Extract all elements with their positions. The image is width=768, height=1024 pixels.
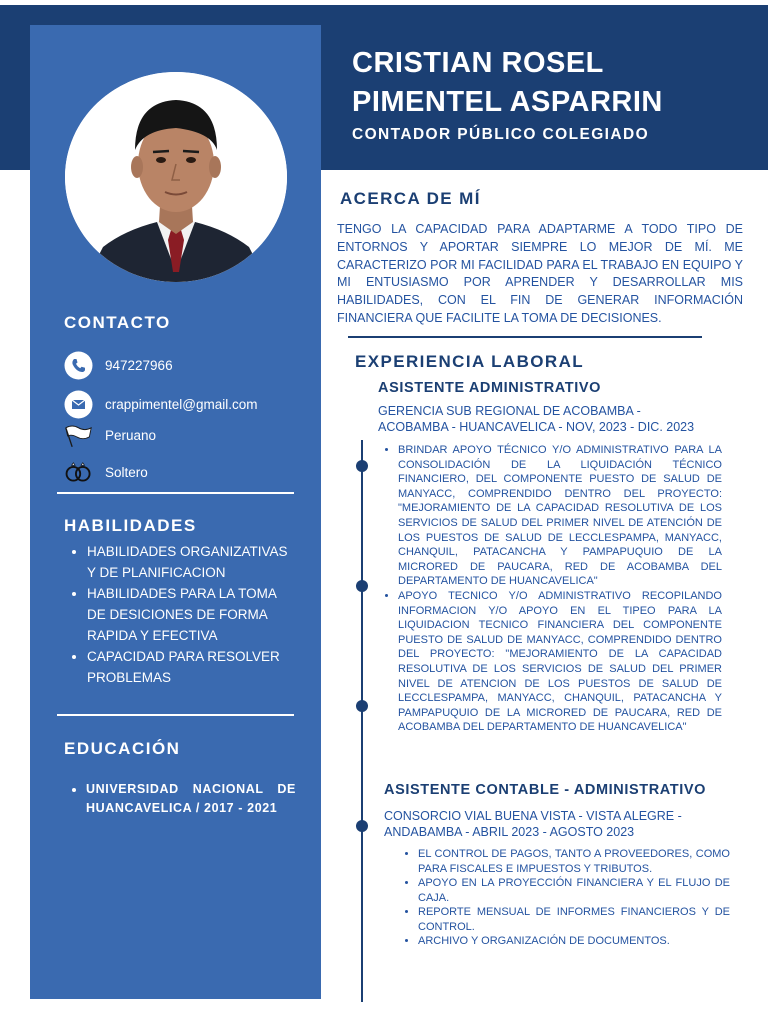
timeline-dot (356, 820, 368, 832)
about-divider (348, 336, 702, 338)
job-duty: • APOYO EN LA PROYECCIÓN FINANCIERA Y EL FLUJO DE CAJA. (418, 876, 730, 905)
job-duties-list (398, 847, 730, 949)
contact-email (64, 390, 258, 418)
job-title: ASISTENTE ADMINISTRATIVO (378, 380, 602, 396)
job-organization (378, 403, 694, 435)
profile-photo (65, 72, 287, 282)
name-line-1: CRISTIAN ROSEL (352, 47, 604, 79)
education-item: • UNIVERSIDAD NACIONAL DE HUANCAVELICA / 2017 - 2021 (86, 780, 296, 818)
job-title: ASISTENTE CONTABLE - ADMINISTRATIVO (384, 782, 707, 798)
flag-icon (64, 421, 93, 450)
timeline-line (361, 440, 363, 1002)
phone-icon (64, 351, 93, 380)
skill-item: • CAPACIDAD PARA RESOLVER PROBLEMAS (87, 646, 297, 688)
skill-item: • HABILIDADES ORGANIZATIVAS Y DE PLANIFICACION (87, 541, 297, 583)
contact-phone-value[interactable]: 947227966 (105, 357, 173, 373)
contact-civil-status-value: Soltero (105, 464, 148, 480)
job-organization-line: ACOBAMBA - HUANCAVELICA - NOV, 2023 - DIC. 2023 (378, 420, 695, 434)
candidate-name (352, 44, 663, 122)
skills-list (64, 541, 297, 688)
email-icon (64, 390, 93, 419)
contact-phone (64, 351, 173, 379)
timeline-dot (356, 700, 368, 712)
job-duty: • APOYO TECNICO Y/O ADMINISTRATIVO RECOPILANDO INFORMACION Y/O APOYO EN EL TIPEO PARA LA LIQUIDACION TECNICO FINANCIERA DEL COMPONENTE PUESTO DE SALUD DE MANYACC, COMPRENDIDO DENTRO DEL PROYECTO: "MEJORAMIENTO DE LA CAPACIDAD RESOLUTIVA DE LOS SERVICIOS DE SALUD DEL PRIMER NIVEL DE ATENCION DE LOS PUESTOS DE SALUD DE LECCLESPAMPA, MANYACC, CHANQUIL, PATACANCHA Y PAMPAPUQUIO DE LA MICRORED DE PAUCARA, RED DE ACOBAMBA DEL DEPARTAMENTO DE HUANCAVELICA" (398, 589, 722, 735)
skills-heading: HABILIDADES (64, 516, 197, 535)
contact-heading: CONTACTO (64, 313, 171, 332)
about-text: TENGO LA CAPACIDAD PARA ADAPTARME A TODO TIPO DE ENTORNOS Y APORTAR SIEMPRE LO MEJOR DE MÍ. ME CARACTERIZO POR MI FACILIDAD PARA EL TRABAJO EN EQUIPO Y MI ENTUSIASMO POR APRENDER Y DESARROLLAR MIS HABILIDADES, CON EL FIN DE GENERAR INFORMACIÓN FINANCIERA QUE FACILITE LA TOMA DE DECISIONES. (337, 222, 743, 325)
education-list (64, 780, 296, 818)
contact-nationality-value: Peruano (105, 427, 157, 443)
job-organization-line: ANDABAMBA - ABRIL 2023 - AGOSTO 2023 (384, 825, 635, 839)
job-duty: • ARCHIVO Y ORGANIZACIÓN DE DOCUMENTOS. (418, 934, 730, 949)
contact-civil-status (64, 458, 148, 486)
job-organization-line: GERENCIA SUB REGIONAL DE ACOBAMBA - (378, 404, 641, 418)
job-duty: • EL CONTROL DE PAGOS, TANTO A PROVEEDORES, COMO PARA FISCALES E IMPUESTOS Y TRIBUTOS. (418, 847, 730, 876)
job-organization-line: CONSORCIO VIAL BUENA VISTA - VISTA ALEGRE - (384, 809, 682, 823)
timeline-dot (356, 580, 368, 592)
timeline-dot (356, 460, 368, 472)
experience-heading: EXPERIENCIA LABORAL (355, 352, 585, 371)
job-duty: • REPORTE MENSUAL DE INFORMES FINANCIEROS Y DE CONTROL. (418, 905, 730, 934)
rings-icon (64, 458, 93, 487)
skill-item: • HABILIDADES PARA LA TOMA DE DESICIONES DE FORMA RAPIDA Y EFECTIVA (87, 583, 297, 646)
skills-divider (57, 714, 294, 716)
contact-email-value[interactable]: crappimentel@gmail.com (105, 396, 258, 412)
contact-divider (57, 492, 294, 494)
job-duty: • BRINDAR APOYO TÉCNICO Y/O ADMINISTRATIVO PARA LA CONSOLIDACIÓN DE LA LIQUIDACIÓN TÉCNICO FINANCIERO, DEL COMPONENTE PUESTO DE SALUD DE MANYACC, COMPRENDIDO DENTRO DEL PROYECTO: "MEJORAMIENTO DE LA CAPACIDAD RESOLUTIVA DE LOS SERVICIOS DE SALUD DEL PRIMER NIVEL DE ATENCIÓN DE LOS PUESTOS DE SALUD DE LECCLESPAMPA, MANYACC, CHANQUIL, PATACANCHA Y PAMPAPUQUIO DE LA MICRORED DE PAUCARA, RED DE ACOBAMBA DEL DEPARTAMENTO DE HUANCAVELICA" (398, 443, 722, 589)
about-heading: ACERCA DE MÍ (340, 189, 481, 208)
contact-nationality (64, 421, 157, 449)
job-duties-list (378, 443, 722, 735)
education-heading: EDUCACIÓN (64, 739, 181, 758)
job-organization (384, 808, 682, 840)
profession-title: CONTADOR PÚBLICO COLEGIADO (352, 126, 650, 143)
name-line-2: PIMENTEL ASPARRIN (352, 86, 663, 118)
